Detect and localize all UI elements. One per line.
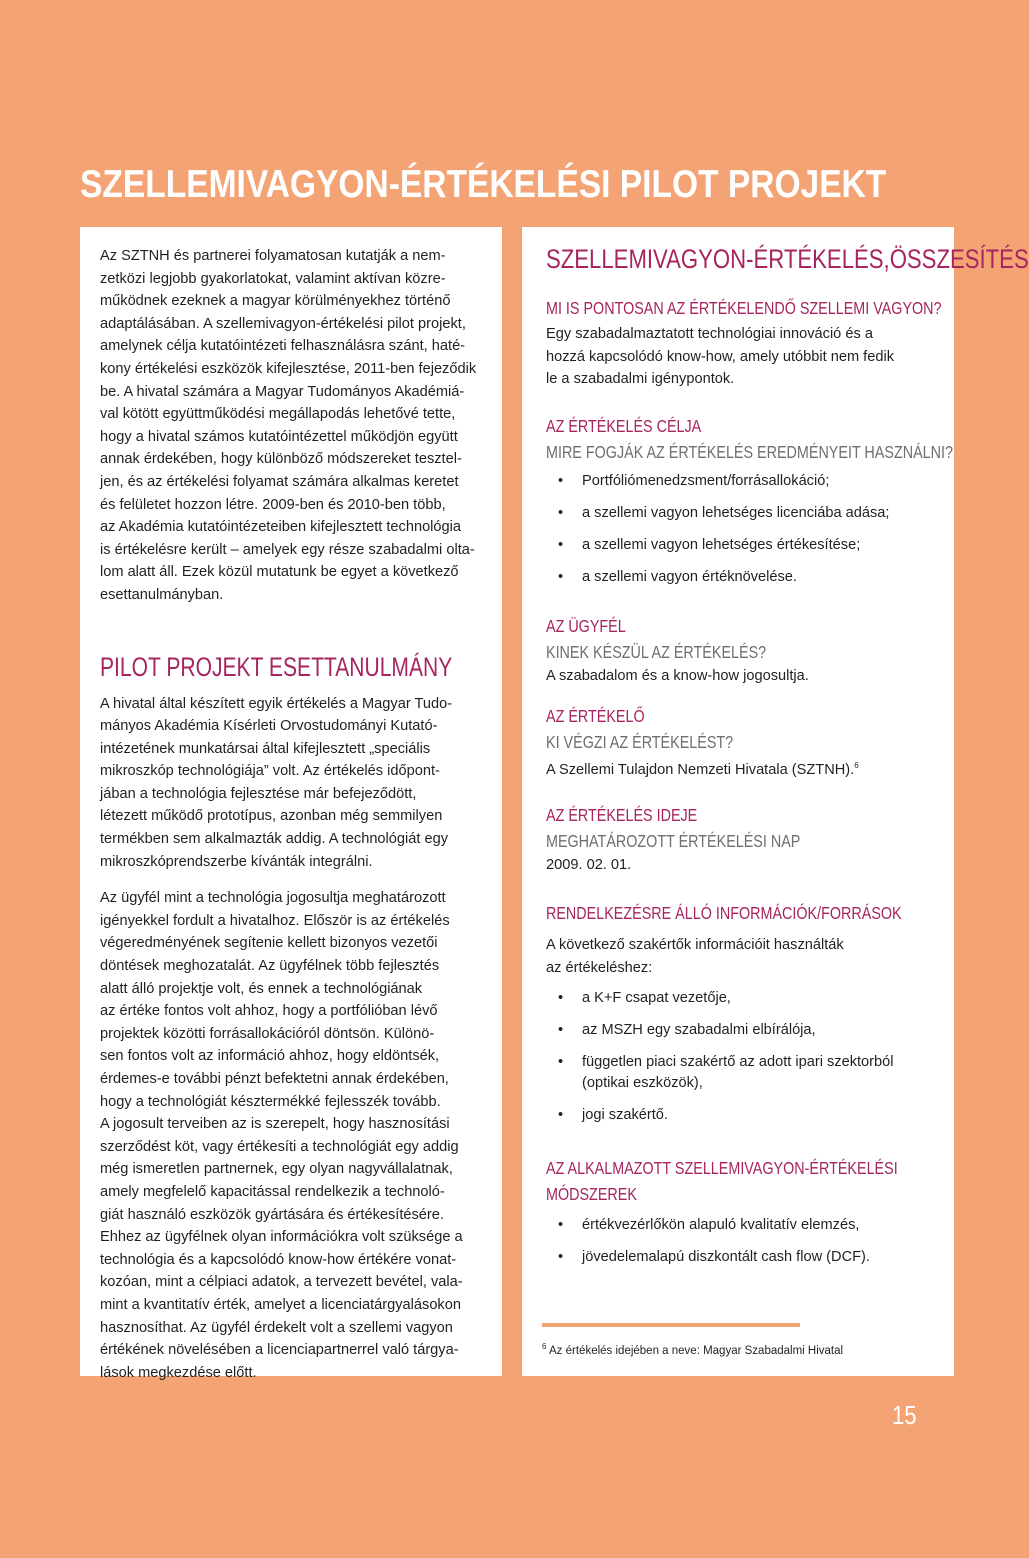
intro-line: jen, és az értékelési folyamat számára alkalmas keretet (100, 473, 459, 490)
case-study-line: döntések meghozatalát. Az ügyfélnek több fejlesztés (100, 958, 440, 975)
bullet-icon: • (558, 989, 564, 1006)
intro-line: kony értékelési eszközök kifejlesztése, 2011-ben fejeződik (100, 360, 477, 377)
right-column-panel (522, 227, 1029, 1376)
list-item: • a szellemi vagyon értéknövelése. (546, 567, 946, 588)
evaluator-subheading: KI VÉGZI AZ ÉRTÉKELÉST? (546, 732, 734, 753)
case-study-line: jában a technológia fejlesztése már befejeződött, (100, 785, 417, 802)
intro-line: val kötött együttműködési megállapodás lehetővé tette, (100, 406, 456, 423)
intro-line: be. A hivatal számára a Magyar Tudományos Akadémiá- (100, 383, 465, 400)
sources-intro-line: az értékeléshez: (546, 960, 653, 977)
intro-line: is értékelésre került – amelyek egy része szabadalmi olta- (100, 541, 475, 558)
case-study-line: szerződést köt, vagy értékesíti a technológiát egy addig (100, 1138, 459, 1155)
case-study-line: amely megfelelő kapacitással rendelkezik a technoló- (100, 1183, 445, 1200)
case-study-line: mint a kvantitatív érték, amelyet a licenciatárgyalásokon (100, 1296, 461, 1313)
case-study-line: hogy a technológiát késztermékké fejlesszék tovább. (100, 1093, 441, 1110)
footnote-text: Az értékelés idejében a neve: Magyar Szabadalmi Hivatal (549, 1344, 844, 1357)
goal-subheading: MIRE FOGJÁK AZ ÉRTÉKELÉS EREDMÉNYEIT HASZNÁLNI? (546, 441, 953, 462)
intro-line: zetközi legjobb gyakorlatokat, valamint aktívan közre- (100, 270, 446, 287)
case-study-line: sen fontos volt az információ ahhoz, hogy eldöntsék, (100, 1048, 440, 1065)
date-heading: AZ ÉRTÉKELÉS IDEJE (546, 804, 698, 825)
intro-line: adaptálásában. A szellemivagyon-értékelési pilot projekt, (100, 315, 466, 332)
bullet-icon: • (558, 1053, 564, 1070)
intro-line: működnek ezeknek a magyar körülményekhez történő (100, 293, 451, 310)
case-study-line: technológia és a kapcsolódó know-how értékére vonat- (100, 1251, 457, 1268)
intro-paragraph (100, 245, 492, 607)
list-item: • a K+F csapat vezetője, (546, 988, 946, 1009)
bullet-icon: • (558, 536, 564, 553)
case-study-line: Ehhez az ügyfélnek olyan információkra volt szüksége a (100, 1229, 463, 1246)
methods-list (546, 1215, 946, 1268)
asset-answer-line: Egy szabadalmaztatott technológiai innováció és a (546, 326, 873, 342)
left-column-panel (80, 227, 502, 1381)
case-study-line: kozóan, mint a célpiaci adatok, a tervezett bevétel, vala- (100, 1274, 463, 1291)
bullet-icon: • (558, 1106, 564, 1123)
case-study-line: A hivatal által készített egyik értékelés a Magyar Tudo- (100, 695, 453, 712)
list-item: • a szellemi vagyon lehetséges licenciába adása; (546, 503, 946, 524)
list-item: • értékvezérlőkön alapuló kvalitatív elemzés, (546, 1215, 946, 1236)
client-text: A szabadalom és a know-how jogosultja. (546, 667, 809, 684)
list-item: • független piaci szakértő az adott ipari szektorból (optikai eszközök), (558, 1053, 894, 1091)
list-item: • Portfóliómenedzsment/forrásallokáció; (546, 471, 946, 492)
page-number: 15 (892, 1400, 917, 1430)
case-study-line: végeredményének segítenie kellett bizonyos vezetői (100, 935, 438, 952)
page-title: SZELLEMIVAGYON-ÉRTÉKELÉSI PILOT PROJEKT (80, 163, 887, 206)
intro-line: Az SZTNH és partnerei folyamatosan kutatják a nem- (100, 248, 446, 264)
goal-heading: AZ ÉRTÉKELÉS CÉLJA (546, 415, 702, 436)
case-study-line: még ismeretlen partnernek, egy olyan nagyvállalatnak, (100, 1161, 453, 1178)
date-text: 2009. 02. 01. (546, 856, 632, 873)
evaluator-heading: AZ ÉRTÉKELŐ (546, 706, 645, 727)
bullet-icon: • (558, 1248, 564, 1265)
case-study-paragraph-1 (100, 693, 492, 874)
case-study-heading: PILOT PROJEKT ESETTANULMÁNY (100, 651, 453, 682)
intro-line: esettanulmányban. (100, 586, 224, 603)
evaluator-text: A Szellemi Tulajdon Nemzeti Hivatala (SZTNH).$^6$ (546, 761, 859, 779)
case-study-line: intézetének munkatársai által kifejlesztett „speciális (100, 740, 431, 757)
date-subheading: MEGHATÁROZOTT ÉRTÉKELÉSI NAP (546, 830, 801, 851)
bullet-icon: • (558, 1216, 564, 1233)
case-study-line: termékben sem alkalmazták addig. A technológiát egy (100, 831, 449, 848)
case-study-line: hasznosíthat. Az ügyfél érdekelt volt a szellemi vagyon (100, 1319, 453, 1336)
sources-list (546, 988, 946, 1126)
intro-line: annak érdekében, hogy különböző módszereket tesztel- (100, 451, 462, 468)
case-study-line: projektek közötti forrásallokációról döntsön. Különö- (100, 1025, 435, 1042)
sources-intro-line: A következő szakértők információit használták (546, 937, 844, 954)
goal-list (546, 471, 946, 588)
list-item: • a szellemi vagyon lehetséges értékesítése; (546, 535, 946, 556)
list-item: • jogi szakértő. (546, 1105, 946, 1126)
asset-answer (546, 323, 946, 391)
summary-heading: SZELLEMIVAGYON-ÉRTÉKELÉS,ÖSSZESÍTÉS (546, 244, 1029, 274)
case-study-line: Az ügyfél mint a technológia jogosultja meghatározott (100, 890, 446, 907)
case-study-line: alatt álló projektje volt, és ennek a technológiának (100, 980, 423, 997)
methods-heading-line-2: MÓDSZEREK (546, 1183, 637, 1204)
intro-line: az Akadémia kutatóintézeteiben kifejlesztett technológia (100, 519, 462, 536)
bullet-icon: • (558, 1021, 564, 1038)
case-study-paragraph-2 (100, 887, 492, 1384)
methods-heading-line-1: AZ ALKALMAZOTT SZELLEMIVAGYON-ÉRTÉKELÉSI (546, 1157, 898, 1178)
intro-line: hogy a hivatal számos kutatóintézettel működjön együtt (100, 428, 458, 445)
list-item: • az MSZH egy szabadalmi elbírálója, (546, 1020, 946, 1041)
footnote-number: 6 (542, 1342, 547, 1351)
sources-intro (546, 934, 946, 979)
bullet-icon: • (558, 504, 564, 521)
case-study-line: az értéke fontos volt ahhoz, hogy a portfólióban lévő (100, 1003, 438, 1020)
case-study-line: mányos Akadémia Kísérleti Orvostudományi Kutató- (100, 718, 438, 735)
asset-answer-line: le a szabadalmi igénypontok. (546, 371, 735, 388)
client-heading: AZ ÜGYFÉL (546, 615, 626, 636)
bullet-icon: • (558, 568, 564, 585)
footnote-reference: 6 (854, 761, 859, 771)
asset-question-heading: MI IS PONTOSAN AZ ÉRTÉKELENDŐ SZELLEMI VAGYON? (546, 298, 942, 318)
case-study-line: mikroszkóprendszerbe kívánták integrálni. (100, 853, 373, 870)
left-column-content (100, 245, 492, 1384)
intro-line: amelynek célja kutatóintézeti felhasználásra szánt, haté- (100, 338, 466, 355)
case-study-line: mikroszkóp technológiája” volt. Az értékelés időpont- (100, 763, 440, 780)
case-study-line: értékének növelésében a licenciapartnerrel való tárgya- (100, 1342, 459, 1359)
case-study-line: A jogosult terveiben az is szerepelt, hogy hasznosítási (100, 1116, 450, 1133)
case-study-line: érdemes-e további pénzt befektetni annak érdekében, (100, 1071, 449, 1087)
intro-line: lom alatt áll. Ezek közül mutatunk be egyet a következő (100, 564, 459, 581)
footnote-divider (542, 1323, 800, 1327)
client-subheading: KINEK KÉSZÜL AZ ÉRTÉKELÉS? (546, 641, 767, 662)
case-study-line: létezett működő prototípus, azonban még semmilyen (100, 808, 443, 825)
right-column-content (546, 243, 1029, 1279)
sources-heading: RENDELKEZÉSRE ÁLLÓ INFORMÁCIÓK/FORRÁSOK (546, 903, 902, 924)
intro-line: és felületet hozzon létre. 2009-ben és 2010-ben több, (100, 496, 446, 513)
case-study-line: giát használó eszközök gyártására és értékesítésére. (100, 1206, 444, 1223)
case-study-line: igényekkel fordult a hivatalhoz. Először is az értékelés (100, 912, 450, 929)
asset-answer-line: hozzá kapcsolódó know-how, amely utóbbit nem fedik (546, 348, 895, 365)
footnote (542, 1339, 843, 1359)
list-item: • jövedelemalapú diszkontált cash flow (DCF). (546, 1247, 946, 1268)
bullet-icon: • (558, 472, 564, 489)
case-study-line: lások megkezdése előtt. (100, 1364, 257, 1381)
